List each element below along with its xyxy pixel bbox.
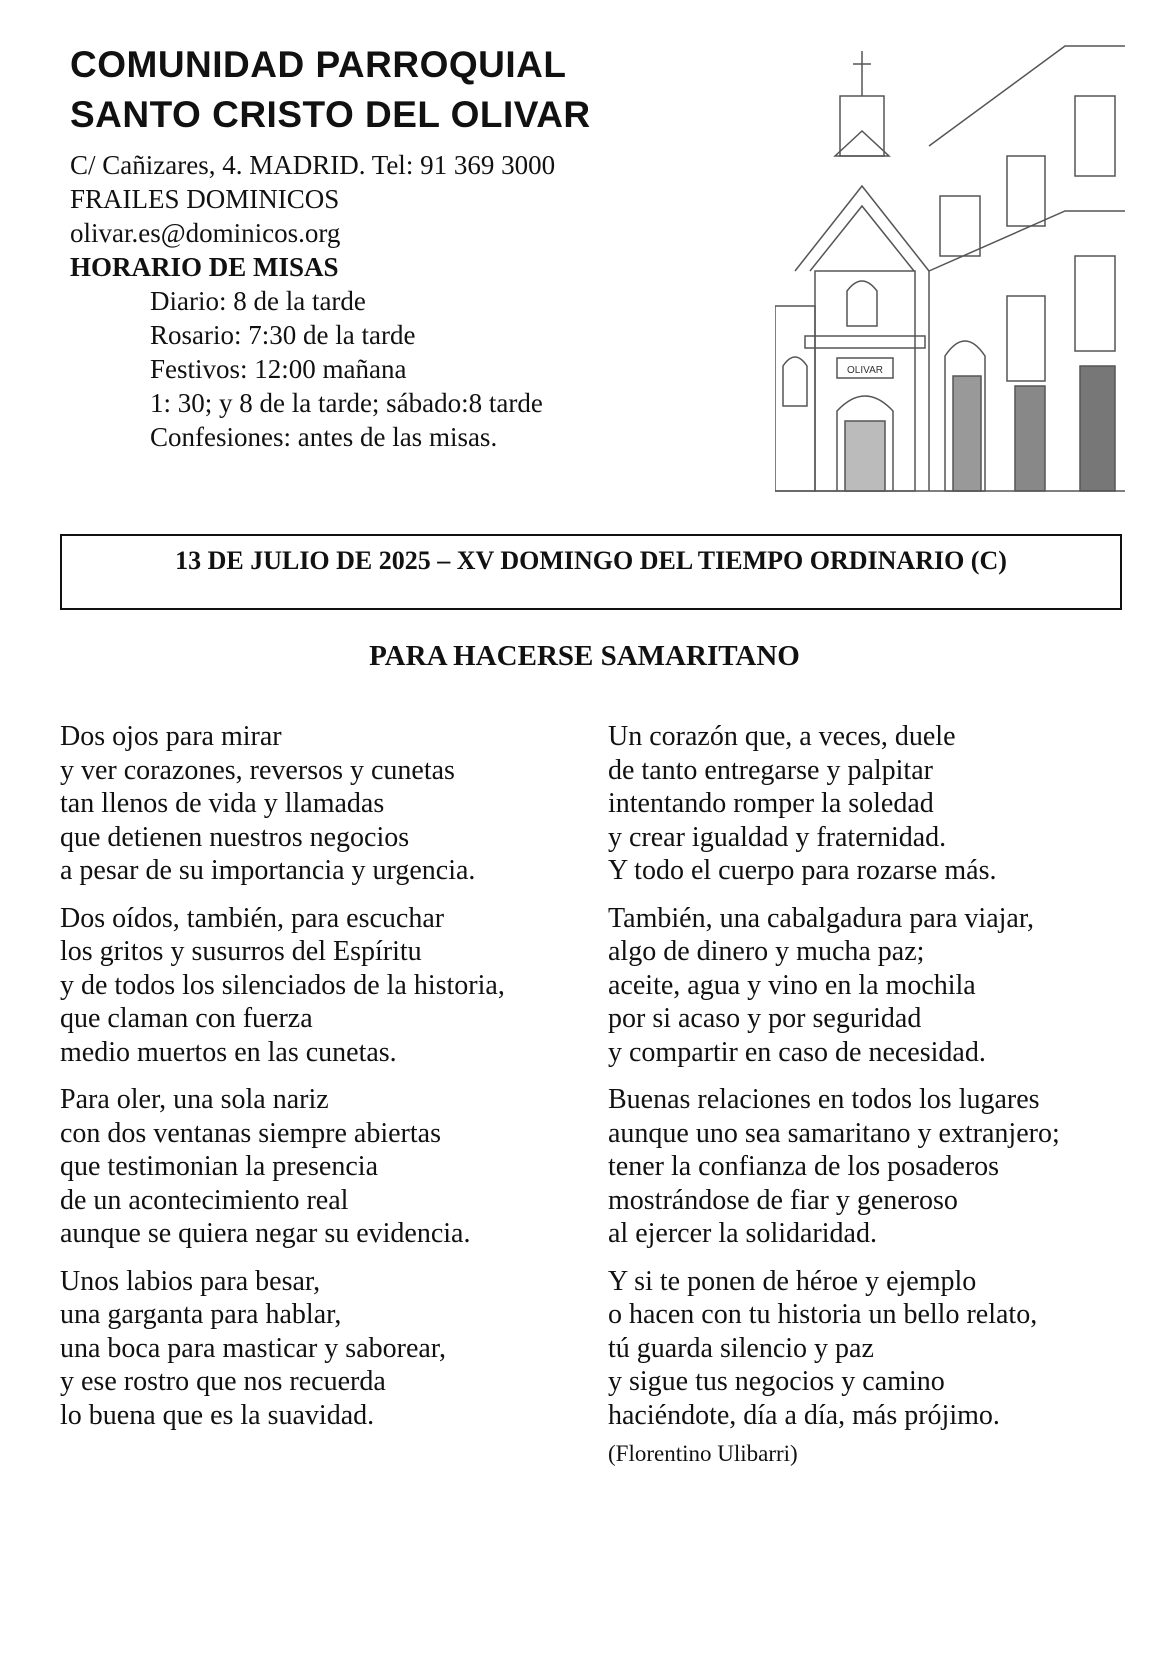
schedule-item: Festivos: 12:00 mañana	[150, 354, 407, 384]
schedule-item: Rosario: 7:30 de la tarde	[150, 320, 416, 350]
schedule-item: 1: 30; y 8 de la tarde; sábado:8 tarde	[150, 388, 543, 418]
schedule-item: Confesiones: antes de las misas.	[150, 422, 498, 452]
poem-line: Unos labios para besar,	[60, 1265, 321, 1297]
poem-line: con dos ventanas siempre abiertas	[60, 1117, 441, 1149]
poem-line: haciéndote, día a día, más prójimo.	[608, 1399, 1000, 1431]
order-text: FRAILES DOMINICOS	[70, 184, 340, 214]
poem-line: y sigue tus negocios y camino	[608, 1366, 945, 1397]
facade-sign-text: OLIVAR	[847, 365, 883, 376]
poem-line: por si acaso y por seguridad	[608, 1003, 922, 1034]
poem-line: de un acontecimiento real	[60, 1184, 349, 1216]
poem-line: Dos ojos para mirar	[60, 721, 282, 752]
parish-title-line-2: SANTO CRISTO DEL OLIVAR	[70, 94, 591, 135]
stanza	[608, 1265, 1148, 1433]
poem-line: aunque se quiera negar su evidencia.	[60, 1218, 471, 1249]
poem-line: Buenas relaciones en todos los lugares	[608, 1084, 1040, 1115]
poem-line: a pesar de su importancia y urgencia.	[60, 855, 476, 886]
poem-line: que testimonian la presencia	[60, 1151, 378, 1182]
poem-line: una garganta para hablar,	[60, 1299, 342, 1330]
schedule-heading: HORARIO DE MISAS	[70, 252, 339, 282]
poem-line: y de todos los silenciados de la historia,	[60, 969, 505, 1001]
poem-line: lo buena que es la suavidad.	[60, 1399, 375, 1431]
mass-schedule-list	[70, 284, 555, 454]
parish-title	[70, 40, 591, 140]
poem-line: una boca para masticar y saborear,	[60, 1332, 447, 1364]
address-text: C/ Cañizares, 4. MADRID. Tel: 91 369 3000	[70, 150, 556, 180]
stanza	[60, 902, 590, 1070]
poem-line: tú guarda silencio y paz	[608, 1332, 874, 1364]
poem-line: tener la confianza de los posaderos	[608, 1151, 1000, 1182]
poem-line: Para oler, una sola nariz	[60, 1084, 329, 1115]
poem-line: que detienen nuestros negocios	[60, 821, 410, 853]
poem-line: aunque uno sea samaritano y extranjero;	[608, 1117, 1060, 1149]
church-facade-drawing	[775, 36, 1125, 506]
schedule-item: Diario: 8 de la tarde	[150, 286, 366, 316]
poem-line: y ver corazones, reversos y cunetas	[60, 754, 455, 786]
stanza	[60, 1083, 590, 1251]
parish-title-line-1: COMUNIDAD PARROQUIAL	[70, 44, 567, 85]
poem-line: Dos oídos, también, para escuchar	[60, 902, 445, 934]
poem-line: aceite, agua y vino en la mochila	[608, 969, 976, 1001]
stanza	[608, 720, 1148, 888]
stanza	[608, 1083, 1148, 1251]
email-text: olivar.es@dominicos.org	[70, 218, 341, 248]
poem-line: y compartir en caso de necesidad.	[608, 1036, 986, 1068]
poem-line: que claman con fuerza	[60, 1003, 313, 1034]
poem-line: intentando romper la soledad	[608, 788, 934, 819]
poem-line: Y si te ponen de héroe y ejemplo	[608, 1265, 977, 1297]
poem-line: y crear igualdad y fraternidad.	[608, 821, 947, 853]
poem-author: (Florentino Ulibarri)	[608, 1441, 798, 1466]
poem-line: los gritos y susurros del Espíritu	[60, 936, 422, 967]
poem-line: de tanto entregarse y palpitar	[608, 754, 933, 786]
poem-line: medio muertos en las cunetas.	[60, 1036, 397, 1068]
stanza	[60, 720, 590, 888]
poem-line: Un corazón que, a veces, duele	[608, 721, 956, 752]
stanza	[60, 1265, 590, 1433]
poem-line: o hacen con tu historia un bello relato,	[608, 1299, 1038, 1330]
poem-line: mostrándose de fiar y generoso	[608, 1184, 958, 1216]
stanza	[608, 902, 1148, 1070]
poem-right-column	[608, 720, 1148, 1468]
poem-left-column	[60, 720, 590, 1446]
poem-line: tan llenos de vida y llamadas	[60, 788, 385, 819]
date-banner-box	[60, 534, 1122, 610]
poem-line: y ese rostro que nos recuerda	[60, 1366, 386, 1397]
parish-info	[70, 148, 555, 454]
poem-title: PARA HACERSE SAMARITANO	[369, 640, 800, 672]
poem-line: al ejercer la solidaridad.	[608, 1218, 877, 1249]
poem-line: Y todo el cuerpo para rozarse más.	[608, 855, 997, 886]
poem-line: También, una cabalgadura para viajar,	[608, 902, 1035, 934]
date-banner-text: 13 DE JULIO DE 2025 – XV DOMINGO DEL TIEMPO ORDINARIO (C)	[175, 546, 1007, 575]
poem-line: algo de dinero y mucha paz;	[608, 936, 925, 967]
